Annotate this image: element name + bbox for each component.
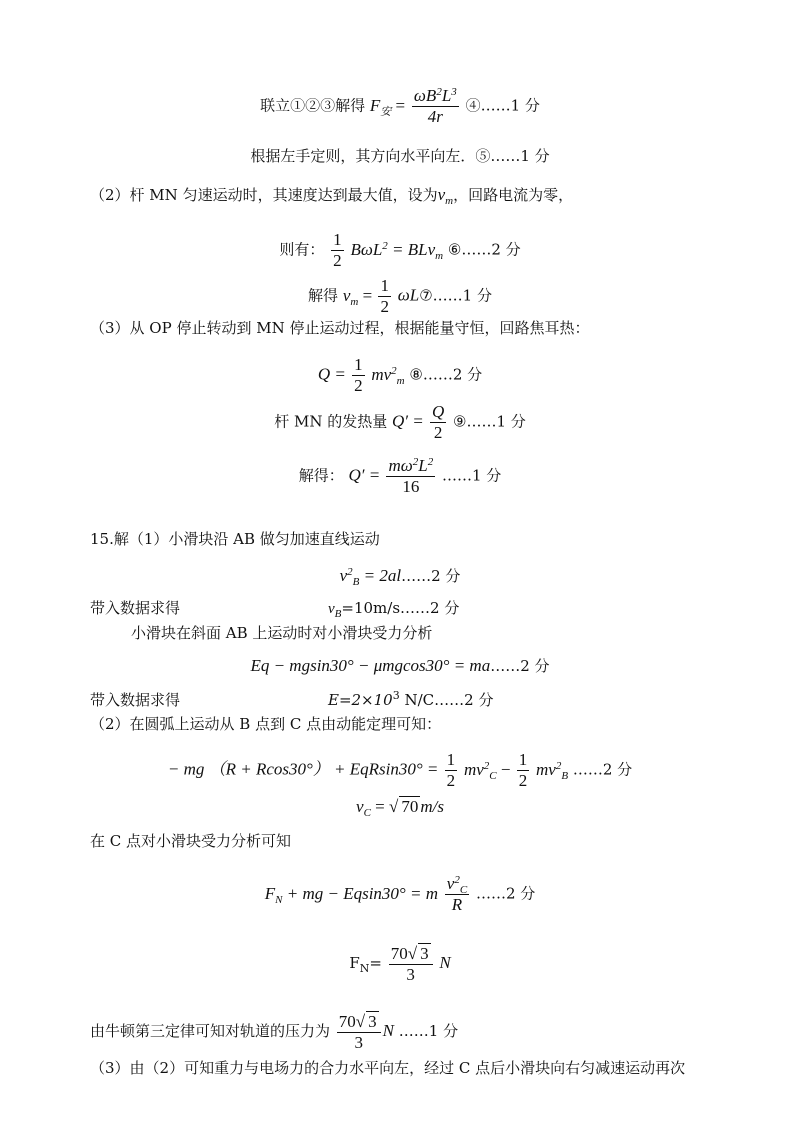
subscript: m bbox=[435, 249, 444, 262]
denominator: 2 bbox=[433, 423, 443, 442]
score: ……2 分 bbox=[461, 240, 521, 259]
line-19: 在 C 点对小滑块受力分析可知 bbox=[90, 832, 292, 850]
superscript: 2 bbox=[391, 364, 397, 377]
numerator: 1 bbox=[446, 750, 456, 769]
superscript: 2 bbox=[347, 566, 353, 578]
value: N/C bbox=[399, 691, 435, 709]
line-15-left: 带入数据求得 bbox=[90, 691, 181, 709]
subscript: N bbox=[359, 962, 370, 975]
denominator: 16 bbox=[402, 477, 420, 496]
line-9 bbox=[0, 456, 800, 497]
score: ……1 分 bbox=[441, 466, 502, 485]
line-13: 小滑块在斜面 AB 上运动时对小滑块受力分析 bbox=[131, 624, 433, 642]
numerator: 1 bbox=[380, 276, 389, 295]
line-10: 15.解（1）小滑块沿 AB 做匀加速直线运动 bbox=[90, 530, 380, 548]
symbol: + mg − Eqsin30° = m bbox=[282, 883, 438, 903]
denominator: 2 bbox=[333, 251, 342, 270]
line-16: （2）在圆弧上运动从 B 点到 C 点由动能定理可知： bbox=[90, 715, 442, 733]
text: 联立①②③解得 bbox=[260, 96, 366, 115]
line-12-right bbox=[328, 598, 459, 619]
symbol: = BLv bbox=[387, 239, 436, 259]
denominator: 2 bbox=[518, 771, 528, 790]
tag: ⑥ bbox=[447, 240, 462, 259]
score: ……2 分 bbox=[490, 657, 550, 675]
subscript: B bbox=[561, 769, 569, 782]
line-4 bbox=[0, 230, 800, 271]
superscript: 2 bbox=[436, 86, 442, 98]
equation: Eq − mgsin30° − μmgcos30° = ma bbox=[250, 656, 491, 675]
text: ，回路电流为零， bbox=[453, 186, 574, 204]
fraction bbox=[331, 230, 344, 271]
score: ……2 分 bbox=[401, 567, 461, 585]
unit: N bbox=[439, 953, 451, 972]
text: 杆 MN 的发热量 bbox=[274, 412, 388, 431]
score: ……2 分 bbox=[475, 884, 536, 903]
score: ……1 分 bbox=[393, 1022, 459, 1040]
symbol: = bbox=[369, 954, 382, 972]
subscript: B bbox=[352, 576, 360, 588]
superscript: 3 bbox=[392, 689, 400, 702]
line-5 bbox=[0, 276, 800, 317]
numerator: 70 bbox=[338, 1012, 356, 1031]
score: ……1 分 bbox=[466, 412, 526, 431]
superscript: 2 bbox=[454, 874, 460, 886]
numerator: L bbox=[441, 86, 452, 105]
line-1 bbox=[0, 86, 800, 127]
line-15-right bbox=[328, 690, 493, 710]
tag: ④ bbox=[465, 96, 481, 115]
line-17 bbox=[0, 750, 800, 791]
tag: ⑨ bbox=[453, 412, 467, 431]
denominator: 4r bbox=[427, 107, 443, 126]
denominator: 3 bbox=[406, 965, 415, 984]
numerator: mω bbox=[388, 456, 413, 475]
symbol: mv bbox=[463, 759, 484, 779]
text: （2）杆 MN 匀速运动时，其速度达到最大值，设为 bbox=[90, 186, 438, 204]
numerator: 1 bbox=[518, 750, 528, 769]
line-3 bbox=[90, 185, 573, 205]
superscript: 2 bbox=[427, 456, 434, 468]
fraction bbox=[386, 456, 435, 497]
fraction bbox=[517, 750, 530, 791]
radicand: 70 bbox=[401, 797, 419, 816]
text: 解得 bbox=[308, 286, 339, 305]
fraction bbox=[352, 355, 365, 396]
subscript: C bbox=[363, 807, 371, 819]
fraction bbox=[445, 750, 458, 791]
line-14 bbox=[0, 656, 800, 676]
unit: N bbox=[382, 1021, 394, 1040]
denominator: 2 bbox=[380, 297, 389, 316]
numerator: 1 bbox=[333, 230, 342, 249]
radicand: 3 bbox=[368, 1012, 377, 1031]
score: ……1 分 bbox=[432, 286, 492, 305]
symbol: v bbox=[437, 185, 446, 204]
subscript: m bbox=[445, 195, 454, 207]
fraction bbox=[378, 276, 391, 317]
unit: m/s bbox=[420, 797, 444, 816]
numerator: ωB bbox=[413, 86, 437, 105]
subscript: N bbox=[275, 893, 283, 906]
text: 则有： bbox=[279, 240, 325, 259]
symbol: − mg （R + Rcos30°） + EqRsin30° = bbox=[167, 759, 443, 779]
line-20 bbox=[0, 874, 800, 915]
text: 由牛顿第三定律可知对轨道的压力为 bbox=[90, 1022, 331, 1040]
denominator: R bbox=[451, 895, 463, 914]
tag: ⑧ bbox=[409, 365, 423, 384]
superscript: 2 bbox=[555, 759, 562, 772]
denominator: 2 bbox=[446, 771, 456, 790]
radicand: 3 bbox=[420, 944, 429, 963]
subscript: C bbox=[489, 769, 497, 782]
symbol: v bbox=[339, 566, 348, 585]
symbol: v bbox=[342, 285, 351, 305]
subscript: m bbox=[396, 374, 405, 387]
score: ……2 分 bbox=[572, 760, 633, 779]
symbol: F bbox=[369, 95, 381, 115]
line-11 bbox=[0, 566, 800, 586]
line-23: （3）由（2）可知重力与电场力的合力水平向左，经过 C 点后小滑块向右匀减速运动再次 bbox=[90, 1059, 686, 1077]
subscript: C bbox=[459, 884, 468, 896]
line-8 bbox=[0, 402, 800, 443]
symbol: = 2al bbox=[359, 566, 402, 585]
fraction bbox=[445, 874, 469, 915]
symbol: Q′ = bbox=[392, 411, 428, 431]
line-7 bbox=[0, 355, 800, 396]
fraction: $\frac{70√ 3}{3}$ bbox=[337, 1011, 381, 1053]
numerator: 70 bbox=[390, 944, 408, 963]
score: ……2 分 bbox=[422, 365, 483, 384]
symbol: = bbox=[370, 797, 389, 816]
numerator: Q bbox=[431, 402, 445, 421]
superscript: 2 bbox=[382, 239, 388, 252]
score: ……2 分 bbox=[400, 599, 460, 617]
symbol: Q = bbox=[317, 364, 351, 384]
fraction: $\frac{70√ 3}{3}$ bbox=[389, 943, 433, 985]
symbol: BωL bbox=[350, 239, 383, 259]
value: E=2×10 bbox=[328, 691, 393, 709]
symbol: mv bbox=[371, 364, 392, 384]
subscript: 安 bbox=[380, 105, 392, 118]
symbol: F bbox=[264, 883, 276, 903]
symbol: − bbox=[496, 759, 515, 779]
denominator: 2 bbox=[354, 376, 363, 395]
symbol: Q′ = bbox=[348, 465, 385, 485]
denominator: 3 bbox=[354, 1033, 363, 1052]
numerator: 1 bbox=[354, 355, 363, 374]
line-12-left: 带入数据求得 bbox=[90, 599, 181, 617]
line-2: 根据左手定则，其方向水平向左．⑤……1 分 bbox=[250, 147, 550, 165]
score: ……1 分 bbox=[480, 96, 540, 115]
superscript: 2 bbox=[412, 456, 419, 468]
superscript: 2 bbox=[483, 759, 490, 772]
line-21 bbox=[0, 943, 800, 985]
subscript: B bbox=[334, 608, 342, 620]
symbol: ωL bbox=[397, 285, 420, 305]
superscript: 3 bbox=[451, 86, 457, 98]
fraction bbox=[412, 86, 459, 127]
symbol: v bbox=[328, 601, 335, 617]
numerator: L bbox=[418, 456, 428, 475]
line-18: $v_C$ = √ 70 m/s bbox=[356, 797, 444, 819]
symbol: v bbox=[356, 797, 364, 816]
line-22 bbox=[90, 1011, 458, 1053]
value: =10m/s bbox=[341, 599, 401, 617]
symbol: = bbox=[395, 95, 406, 115]
symbol: mv bbox=[535, 759, 556, 779]
score: ……2 分 bbox=[434, 691, 494, 709]
text: 解得： bbox=[298, 466, 344, 485]
tag: ⑦ bbox=[419, 286, 433, 305]
subscript: m bbox=[350, 295, 359, 308]
fraction bbox=[430, 402, 446, 443]
symbol: F bbox=[349, 954, 360, 972]
numerator: v bbox=[446, 874, 455, 893]
line-6: （3）从 OP 停止转动到 MN 停止运动过程，根据能量守恒，回路焦耳热： bbox=[90, 319, 590, 337]
symbol: = bbox=[358, 285, 377, 305]
